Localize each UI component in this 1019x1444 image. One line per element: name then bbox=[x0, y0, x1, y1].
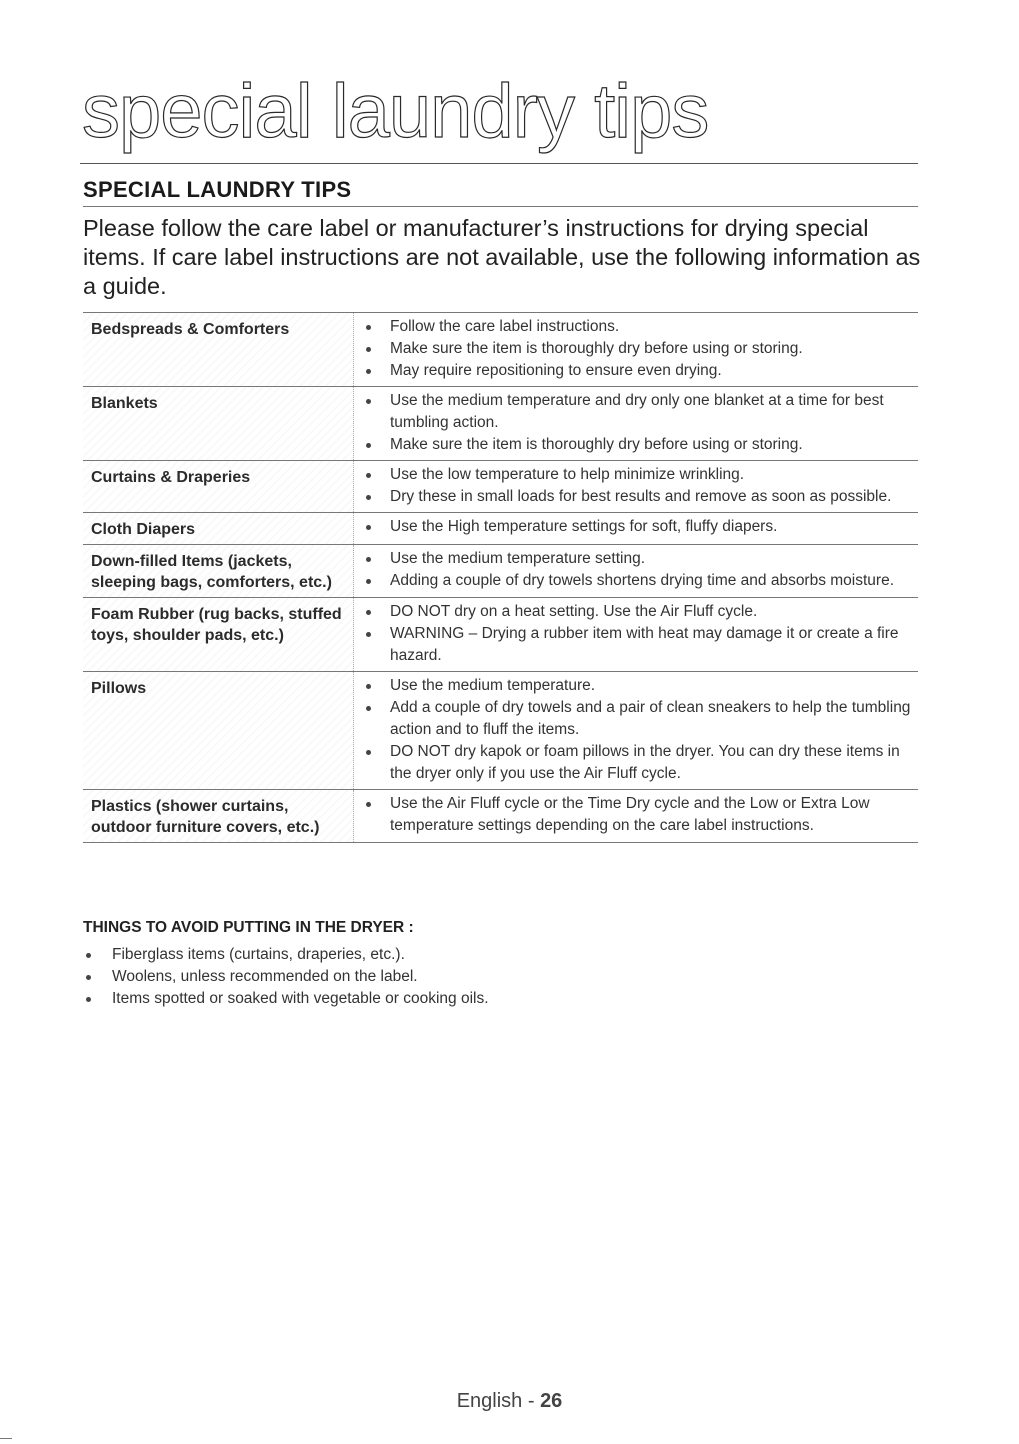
footer-language: English - bbox=[456, 1390, 541, 1412]
avoid-item: Woolens, unless recommended on the label. bbox=[83, 966, 918, 988]
page-number: 26 bbox=[540, 1390, 563, 1412]
section-heading: SPECIAL LAUNDRY TIPS bbox=[83, 178, 918, 207]
tip-instructions bbox=[354, 313, 919, 387]
avoid-item: Fiberglass items (curtains, draperies, etc.). bbox=[83, 944, 918, 966]
tip-item-label: Cloth Diapers bbox=[83, 513, 354, 545]
tip-bullet: Dry these in small loads for best results and remove as soon as possible. bbox=[362, 486, 912, 508]
tip-item-label: Blankets bbox=[83, 387, 354, 461]
tip-item-label: Bedspreads & Comforters bbox=[83, 313, 354, 387]
tip-bullet-list bbox=[362, 516, 912, 538]
tip-bullet-list bbox=[362, 675, 912, 785]
tip-row bbox=[83, 598, 918, 672]
tip-bullet: Use the medium temperature and dry only one blanket at a time for best tumbling action. bbox=[362, 390, 912, 434]
tip-row bbox=[83, 672, 918, 790]
tip-item-label: Down-filled Items (jackets, sleeping bags, comforters, etc.) bbox=[83, 545, 354, 598]
avoid-list bbox=[83, 944, 918, 1010]
tip-bullet: DO NOT dry on a heat setting. Use the Air Fluff cycle. bbox=[362, 601, 912, 623]
avoid-item: Items spotted or soaked with vegetable or cooking oils. bbox=[83, 988, 918, 1010]
tip-bullet: Adding a couple of dry towels shortens drying time and absorbs moisture. bbox=[362, 570, 912, 592]
tip-instructions bbox=[354, 513, 919, 545]
tip-row bbox=[83, 461, 918, 513]
tip-bullet-list bbox=[362, 548, 912, 592]
tip-row bbox=[83, 313, 918, 387]
tip-instructions bbox=[354, 387, 919, 461]
tip-instructions bbox=[354, 790, 919, 843]
tip-bullet: Use the low temperature to help minimize wrinkling. bbox=[362, 464, 912, 486]
avoid-heading: THINGS TO AVOID PUTTING IN THE DRYER : bbox=[83, 919, 414, 936]
tip-bullet: WARNING – Drying a rubber item with heat may damage it or create a fire hazard. bbox=[362, 623, 912, 667]
tip-instructions bbox=[354, 672, 919, 790]
tip-bullet: Use the medium temperature setting. bbox=[362, 548, 912, 570]
tip-bullet-list bbox=[362, 316, 912, 382]
tip-bullet-list bbox=[362, 390, 912, 456]
tip-bullet: Use the Air Fluff cycle or the Time Dry cycle and the Low or Extra Low temperature settings depending on the care label instructions. bbox=[362, 793, 912, 837]
tip-bullet: DO NOT dry kapok or foam pillows in the dryer. You can dry these items in the dryer only if you use the Air Fluff cycle. bbox=[362, 741, 912, 785]
tip-bullet: Use the medium temperature. bbox=[362, 675, 912, 697]
tip-bullet: May require repositioning to ensure even drying. bbox=[362, 360, 912, 382]
tip-row bbox=[83, 545, 918, 598]
tip-bullet-list bbox=[362, 464, 912, 508]
tips-table bbox=[83, 312, 918, 843]
tip-instructions bbox=[354, 598, 919, 672]
tips-table-body bbox=[83, 313, 918, 843]
tip-bullet: Make sure the item is thoroughly dry before using or storing. bbox=[362, 434, 912, 456]
tip-bullet: Add a couple of dry towels and a pair of clean sneakers to help the tumbling action and to fluff the items. bbox=[362, 697, 912, 741]
page-title bbox=[80, 64, 918, 164]
tip-item-label: Curtains & Draperies bbox=[83, 461, 354, 513]
tip-bullet: Follow the care label instructions. bbox=[362, 316, 912, 338]
page-title-text: special laundry tips bbox=[82, 69, 709, 154]
tip-row bbox=[83, 387, 918, 461]
tip-instructions bbox=[354, 461, 919, 513]
tip-item-label: Plastics (shower curtains, outdoor furniture covers, etc.) bbox=[83, 790, 354, 843]
tip-bullet: Use the High temperature settings for soft, fluffy diapers. bbox=[362, 516, 912, 538]
tip-instructions bbox=[354, 545, 919, 598]
tip-bullet: Make sure the item is thoroughly dry before using or storing. bbox=[362, 338, 912, 360]
edge-mark bbox=[0, 1438, 12, 1439]
page-footer bbox=[0, 1388, 1019, 1414]
tip-bullet-list bbox=[362, 793, 912, 837]
tip-row bbox=[83, 513, 918, 545]
tip-item-label: Pillows bbox=[83, 672, 354, 790]
intro-paragraph: Please follow the care label or manufacturer’s instructions for drying special items. If care label instructions are not available, use the following information as a guide. bbox=[83, 215, 921, 299]
tip-item-label: Foam Rubber (rug backs, stuffed toys, shoulder pads, etc.) bbox=[83, 598, 354, 672]
tip-row bbox=[83, 790, 918, 843]
tip-bullet-list bbox=[362, 601, 912, 667]
